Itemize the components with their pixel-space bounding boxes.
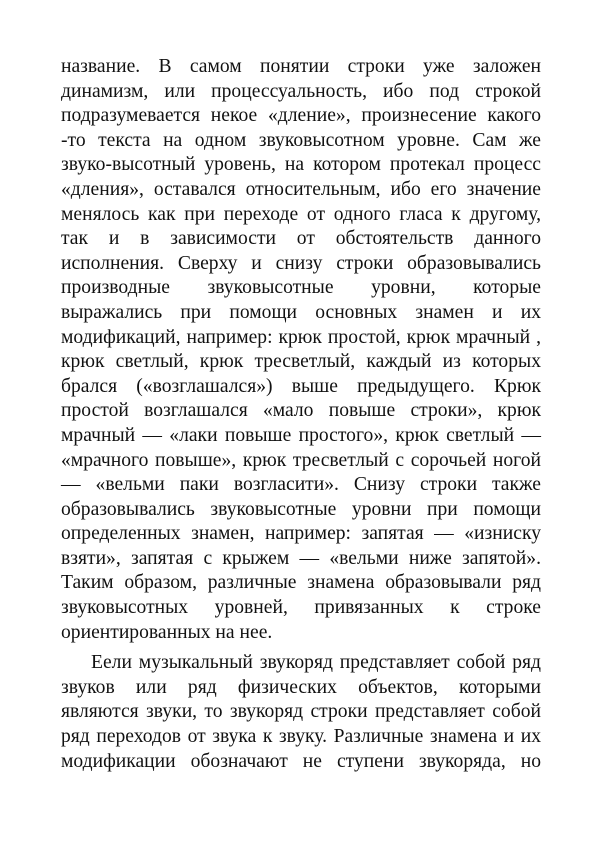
text-line: исполнения. Сверху и снизу строки образовывались [61, 252, 541, 274]
text-line: так и в зависимости от обстоятельств данного [61, 228, 541, 250]
paragraph-2 [61, 651, 541, 774]
text-line: «дления», оставался относительным, ибо его значение [61, 178, 541, 200]
text-line: взяти», запятая с крыжем — «вельми ниже запятой». [61, 547, 541, 569]
text-line: брался («возглашался») выше предыдущего. Крюк [61, 375, 541, 397]
text-line: Таким образом, различные знамена образовывали ряд [61, 572, 541, 594]
text-line: — «вельми паки возгласити». Снизу строки также [61, 474, 541, 496]
text-line: являются звуки, то звукоряд строки представляет собой [61, 701, 541, 723]
text-line: звуков или ряд физических объектов, которыми [61, 676, 541, 698]
paragraph-1 [61, 55, 541, 645]
text-line: ориентированных на нее. [61, 621, 273, 643]
text-line: определенных знамен, например: запятая — «изниску [61, 523, 541, 545]
text-line: динамизм, или процессуальность, ибо под строкой [61, 80, 541, 102]
text-line: менялось как при переходе от одного гласа к другому, [61, 203, 541, 225]
text-line: название. В самом понятии строки уже заложен [61, 56, 541, 77]
document-page [61, 55, 541, 774]
text-line: -то текста на одном звуковысотном уровне. Сам же [61, 129, 541, 151]
text-line: ряд переходов от звука к звуку. Различные знамена и их [61, 726, 541, 748]
text-line: образовывались звуковысотные уровни при помощи [61, 498, 541, 520]
text-line: «мрачного повыше», крюк тресветлый с сорочьей ногой [61, 449, 541, 471]
text-line: подразумевается некое «дление», произнесение какого [61, 105, 541, 127]
text-line: выражались при помощи основных знамен и их [61, 301, 541, 323]
text-line: производные звуковысотные уровни, которые [61, 277, 541, 299]
text-line: модификации обозначают не ступени звукоряда, но [61, 750, 541, 772]
text-line: крюк светлый, крюк тресветлый, каждый из которых [61, 351, 541, 373]
text-line: звуко-высотный уровень, на котором протекал процесс [61, 154, 541, 176]
text-line: Еели музыкальный звукоряд представляет собой ряд [91, 652, 541, 674]
text-line: модификаций, например: крюк простой, крюк мрачный , [61, 326, 541, 348]
text-line: звуковысотных уровней, привязанных к строке [61, 597, 541, 619]
text-line: мрачный — «лаки повыше простого», крюк светлый — [61, 424, 541, 446]
text-line: простой возглашался «мало повыше строки», крюк [61, 400, 541, 422]
